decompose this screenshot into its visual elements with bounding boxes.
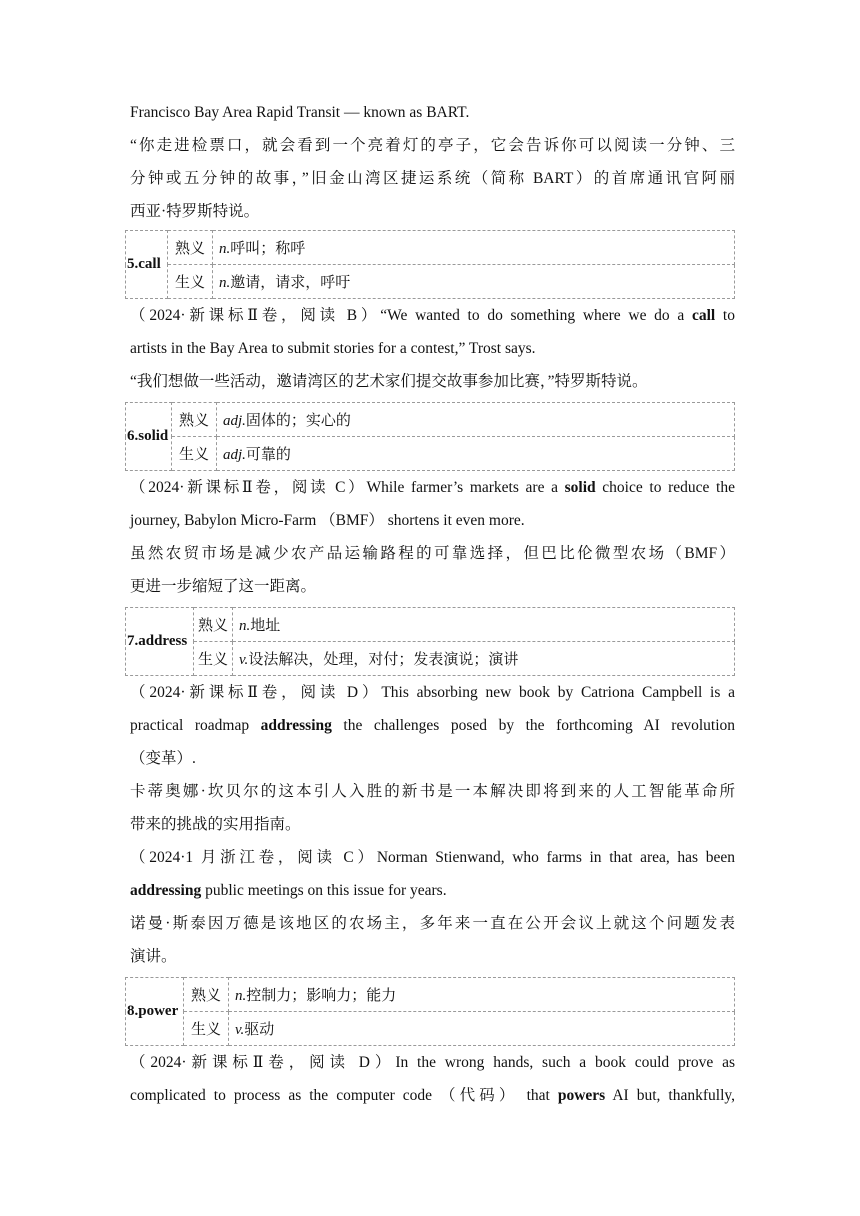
unfamiliar-meaning: adj.可靠的 bbox=[217, 437, 735, 471]
example-line: journey, Babylon Micro-Farm （BMF） shortens it even more. bbox=[130, 512, 525, 529]
vocab-table-call bbox=[125, 230, 735, 299]
familiar-label: 熟义 bbox=[184, 978, 229, 1012]
keyword: powers bbox=[557, 1087, 606, 1104]
intro-en-line: Francisco Bay Area Rapid Transit — known as BART. bbox=[130, 104, 470, 121]
example-zh-line: 带来的挑战的实用指南。 bbox=[130, 816, 301, 833]
unfamiliar-label: 生义 bbox=[168, 265, 213, 299]
unfamiliar-label: 生义 bbox=[194, 642, 233, 676]
example-zh-line: 卡蒂奥娜·坎贝尔的这本引人入胜的新书是一本解决即将到来的人工智能革命所 bbox=[130, 783, 735, 800]
keyword: call bbox=[691, 307, 716, 324]
example-line: （2024·新课标Ⅱ卷，阅读 D）This absorbing new book by Catriona Campbell is a bbox=[130, 684, 735, 701]
familiar-label: 熟义 bbox=[168, 231, 213, 265]
familiar-meaning: n.地址 bbox=[233, 608, 735, 642]
vocab-table-address bbox=[125, 607, 735, 676]
familiar-label: 熟义 bbox=[172, 403, 217, 437]
keyword: solid bbox=[564, 479, 596, 496]
vocab-word: 6.solid bbox=[126, 403, 172, 471]
familiar-label: 熟义 bbox=[194, 608, 233, 642]
familiar-meaning: adj.固体的；实心的 bbox=[217, 403, 735, 437]
example-zh-line: 演讲。 bbox=[130, 948, 177, 965]
familiar-meaning: n.控制力；影响力；能力 bbox=[229, 978, 735, 1012]
unfamiliar-label: 生义 bbox=[172, 437, 217, 471]
keyword: addressing bbox=[260, 717, 332, 734]
unfamiliar-meaning: n.邀请，请求，呼吁 bbox=[213, 265, 735, 299]
unfamiliar-meaning: v.设法解决，处理，对付；发表演说；演讲 bbox=[233, 642, 735, 676]
example-zh-line: “我们想做一些活动，邀请湾区的艺术家们提交故事参加比赛，”特罗斯特说。 bbox=[130, 373, 648, 390]
example-line: （2024·新课标Ⅱ卷，阅读 B）“We wanted to do something where we do a call to bbox=[130, 307, 735, 324]
example-zh-line: 虽然农贸市场是减少农产品运输路程的可靠选择，但巴比伦微型农场（BMF） bbox=[130, 545, 735, 562]
vocab-word: 5.call bbox=[126, 231, 168, 299]
unfamiliar-meaning: v.驱动 bbox=[229, 1012, 735, 1046]
example-line: artists in the Bay Area to submit stories for a contest,” Trost says. bbox=[130, 340, 536, 357]
vocab-word: 7.address bbox=[126, 608, 194, 676]
document-page bbox=[127, 96, 736, 1112]
unfamiliar-label: 生义 bbox=[184, 1012, 229, 1046]
vocab-table-solid bbox=[125, 402, 735, 471]
keyword: addressing bbox=[130, 882, 202, 899]
example-zh-line: 更进一步缩短了这一距离。 bbox=[130, 578, 317, 595]
vocab-word: 8.power bbox=[126, 978, 184, 1046]
example-line: addressing public meetings on this issue for years. bbox=[130, 882, 447, 899]
vocab-table-power bbox=[125, 977, 735, 1046]
example-line: （2024·新课标Ⅱ卷，阅读 C）While farmer’s markets are a solid choice to reduce the bbox=[130, 479, 735, 496]
example-line: practical roadmap addressing the challenges posed by the forthcoming AI revolution bbox=[130, 717, 736, 734]
example-zh-line: 诺曼·斯泰因万德是该地区的农场主，多年来一直在公开会议上就这个问题发表 bbox=[130, 915, 735, 932]
example-line: complicated to process as the computer code （代码） that powers AI but, thankfully, bbox=[130, 1087, 736, 1104]
example-line: （2024·新课标Ⅱ卷，阅读 D）In the wrong hands, such a book could prove as bbox=[130, 1054, 735, 1071]
intro-zh-line: “你走进检票口，就会看到一个亮着灯的亭子，它会告诉你可以阅读一分钟、三 bbox=[130, 137, 735, 154]
example-line: （2024·1 月浙江卷，阅读 C）Norman Stienwand, who farms in that area, has been bbox=[130, 849, 735, 866]
intro-zh-line: 西亚·特罗斯特说。 bbox=[130, 203, 260, 220]
example-line: （变革）. bbox=[130, 750, 196, 767]
familiar-meaning: n.呼叫；称呼 bbox=[213, 231, 735, 265]
intro-zh-line: 分钟或五分钟的故事，”旧金山湾区捷运系统（简称 BART）的首席通讯官阿丽 bbox=[130, 170, 735, 187]
